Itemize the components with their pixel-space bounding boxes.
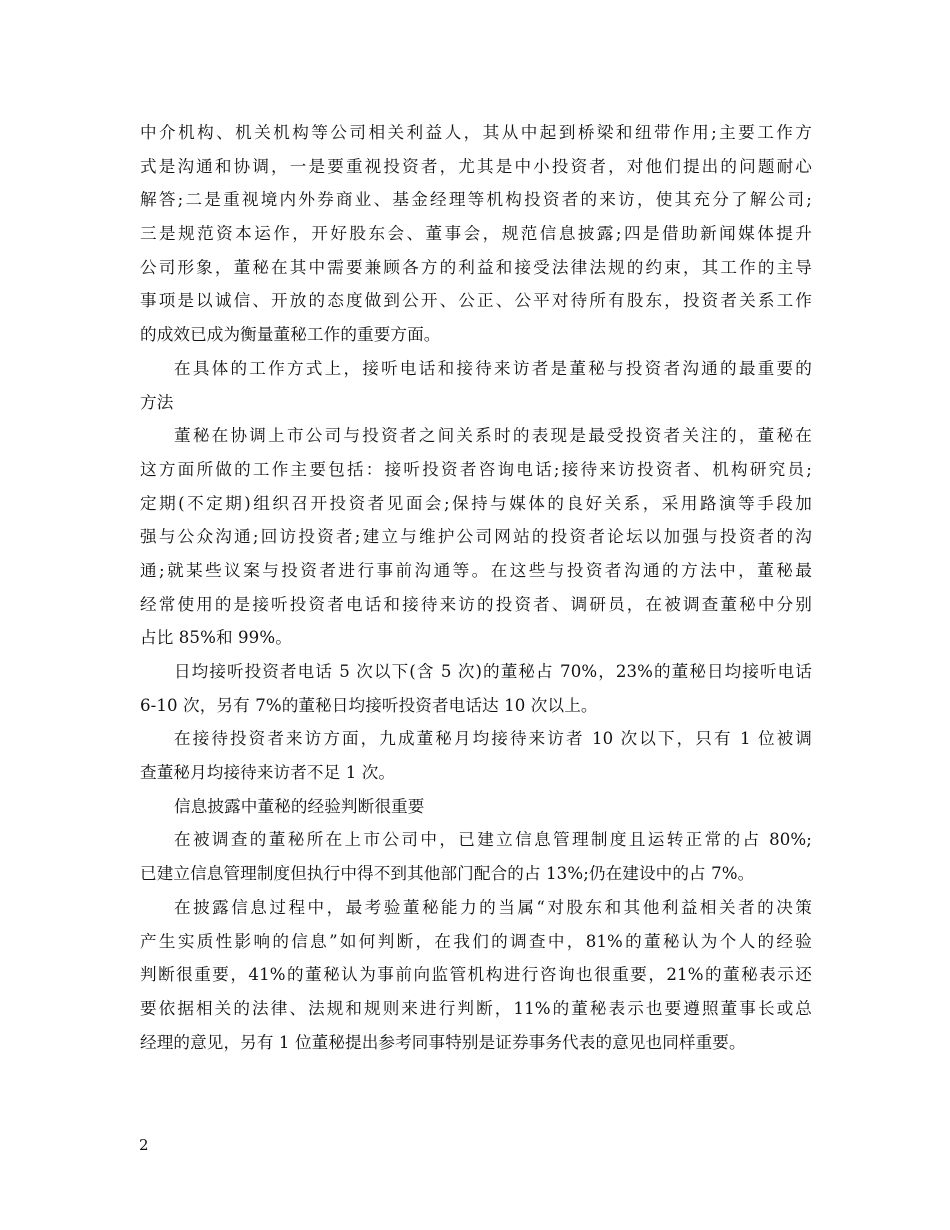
body-text <box>140 116 812 1059</box>
text-line: 的成效已成为衡量董秘工作的重要方面。 <box>140 325 441 345</box>
text-line: 查董秘月均接待来访者不足 1 次。 <box>140 763 396 783</box>
text-line: 要依据相关的法律、法规和规则来进行判断，11%的董秘表示也要遵照董事长或总 <box>140 998 812 1018</box>
text-line: 董秘在协调上市公司与投资者之间关系时的表现是最受投资者关注的，董秘在 <box>174 426 812 446</box>
text-line: 经常使用的是接听投资者电话和接待来访的投资者、调研员，在被调查董秘中分别 <box>140 594 812 614</box>
text-line: 已建立信息管理制度但执行中得不到其他部门配合的占 13%;仍在建设中的占 7%。 <box>140 864 755 884</box>
text-line: 6-10 次，另有 7%的董秘日均接听投资者电话达 10 次以上。 <box>140 695 598 715</box>
text-line: 方法 <box>140 392 174 412</box>
text-line: 式是沟通和协调，一是要重视投资者，尤其是中小投资者，对他们提出的问题耐心 <box>140 156 812 176</box>
text-line: 占比 85%和 99%。 <box>140 628 292 648</box>
text-line: 三是规范资本运作，开好股东会、董事会，规范信息披露;四是借助新闻媒体提升 <box>140 224 812 244</box>
text-line: 公司形象，董秘在其中需要兼顾各方的利益和接受法律法规的约束，其工作的主导 <box>140 257 812 277</box>
text-line: 在具体的工作方式上，接听电话和接待来访者是董秘与投资者沟通的最重要的 <box>174 358 812 378</box>
text-line: 事项是以诚信、开放的态度做到公开、公正、公平对待所有股东，投资者关系工作 <box>140 291 812 311</box>
text-line: 在被调查的董秘所在上市公司中，已建立信息管理制度且运转正常的占 80%; <box>174 830 812 850</box>
text-line: 这方面所做的工作主要包括：接听投资者咨询电话;接待来访投资者、机构研究员; <box>140 459 812 479</box>
text-line: 定期(不定期)组织召开投资者见面会;保持与媒体的良好关系，采用路演等手段加 <box>140 493 812 513</box>
text-line: 判断很重要，41%的董秘认为事前向监管机构进行咨询也很重要，21%的董秘表示还 <box>140 965 812 985</box>
text-line: 信息披露中董秘的经验判断很重要 <box>174 796 425 816</box>
text-line: 日均接听投资者电话 5 次以下(含 5 次)的董秘占 70%，23%的董秘日均接听电话 <box>174 662 812 681</box>
page-number: 2 <box>139 1136 149 1154</box>
text-line: 经理的意见，另有 1 位董秘提出参考同事特别是证券事务代表的意见也同样重要。 <box>140 1032 746 1052</box>
text-line: 强与公众沟通;回访投资者;建立与维护公司网站的投资者论坛以加强与投资者的沟 <box>140 527 812 547</box>
text-line: 在披露信息过程中，最考验董秘能力的当属“对股东和其他利益相关者的决策 <box>174 897 812 917</box>
text-line: 在接待投资者来访方面，九成董秘月均接待来访者 10 次以下，只有 1 位被调 <box>174 729 812 749</box>
text-line: 解答;二是重视境内外券商业、基金经理等机构投资者的来访，使其充分了解公司; <box>140 190 812 210</box>
text-line: 产生实质性影响的信息”如何判断，在我们的调查中，81%的董秘认为个人的经验 <box>140 931 812 951</box>
text-line: 通;就某些议案与投资者进行事前沟通等。在这些与投资者沟通的方法中，董秘最 <box>140 560 812 580</box>
text-line: 中介机构、机关机构等公司相关利益人，其从中起到桥梁和纽带作用;主要工作方 <box>140 123 812 142</box>
